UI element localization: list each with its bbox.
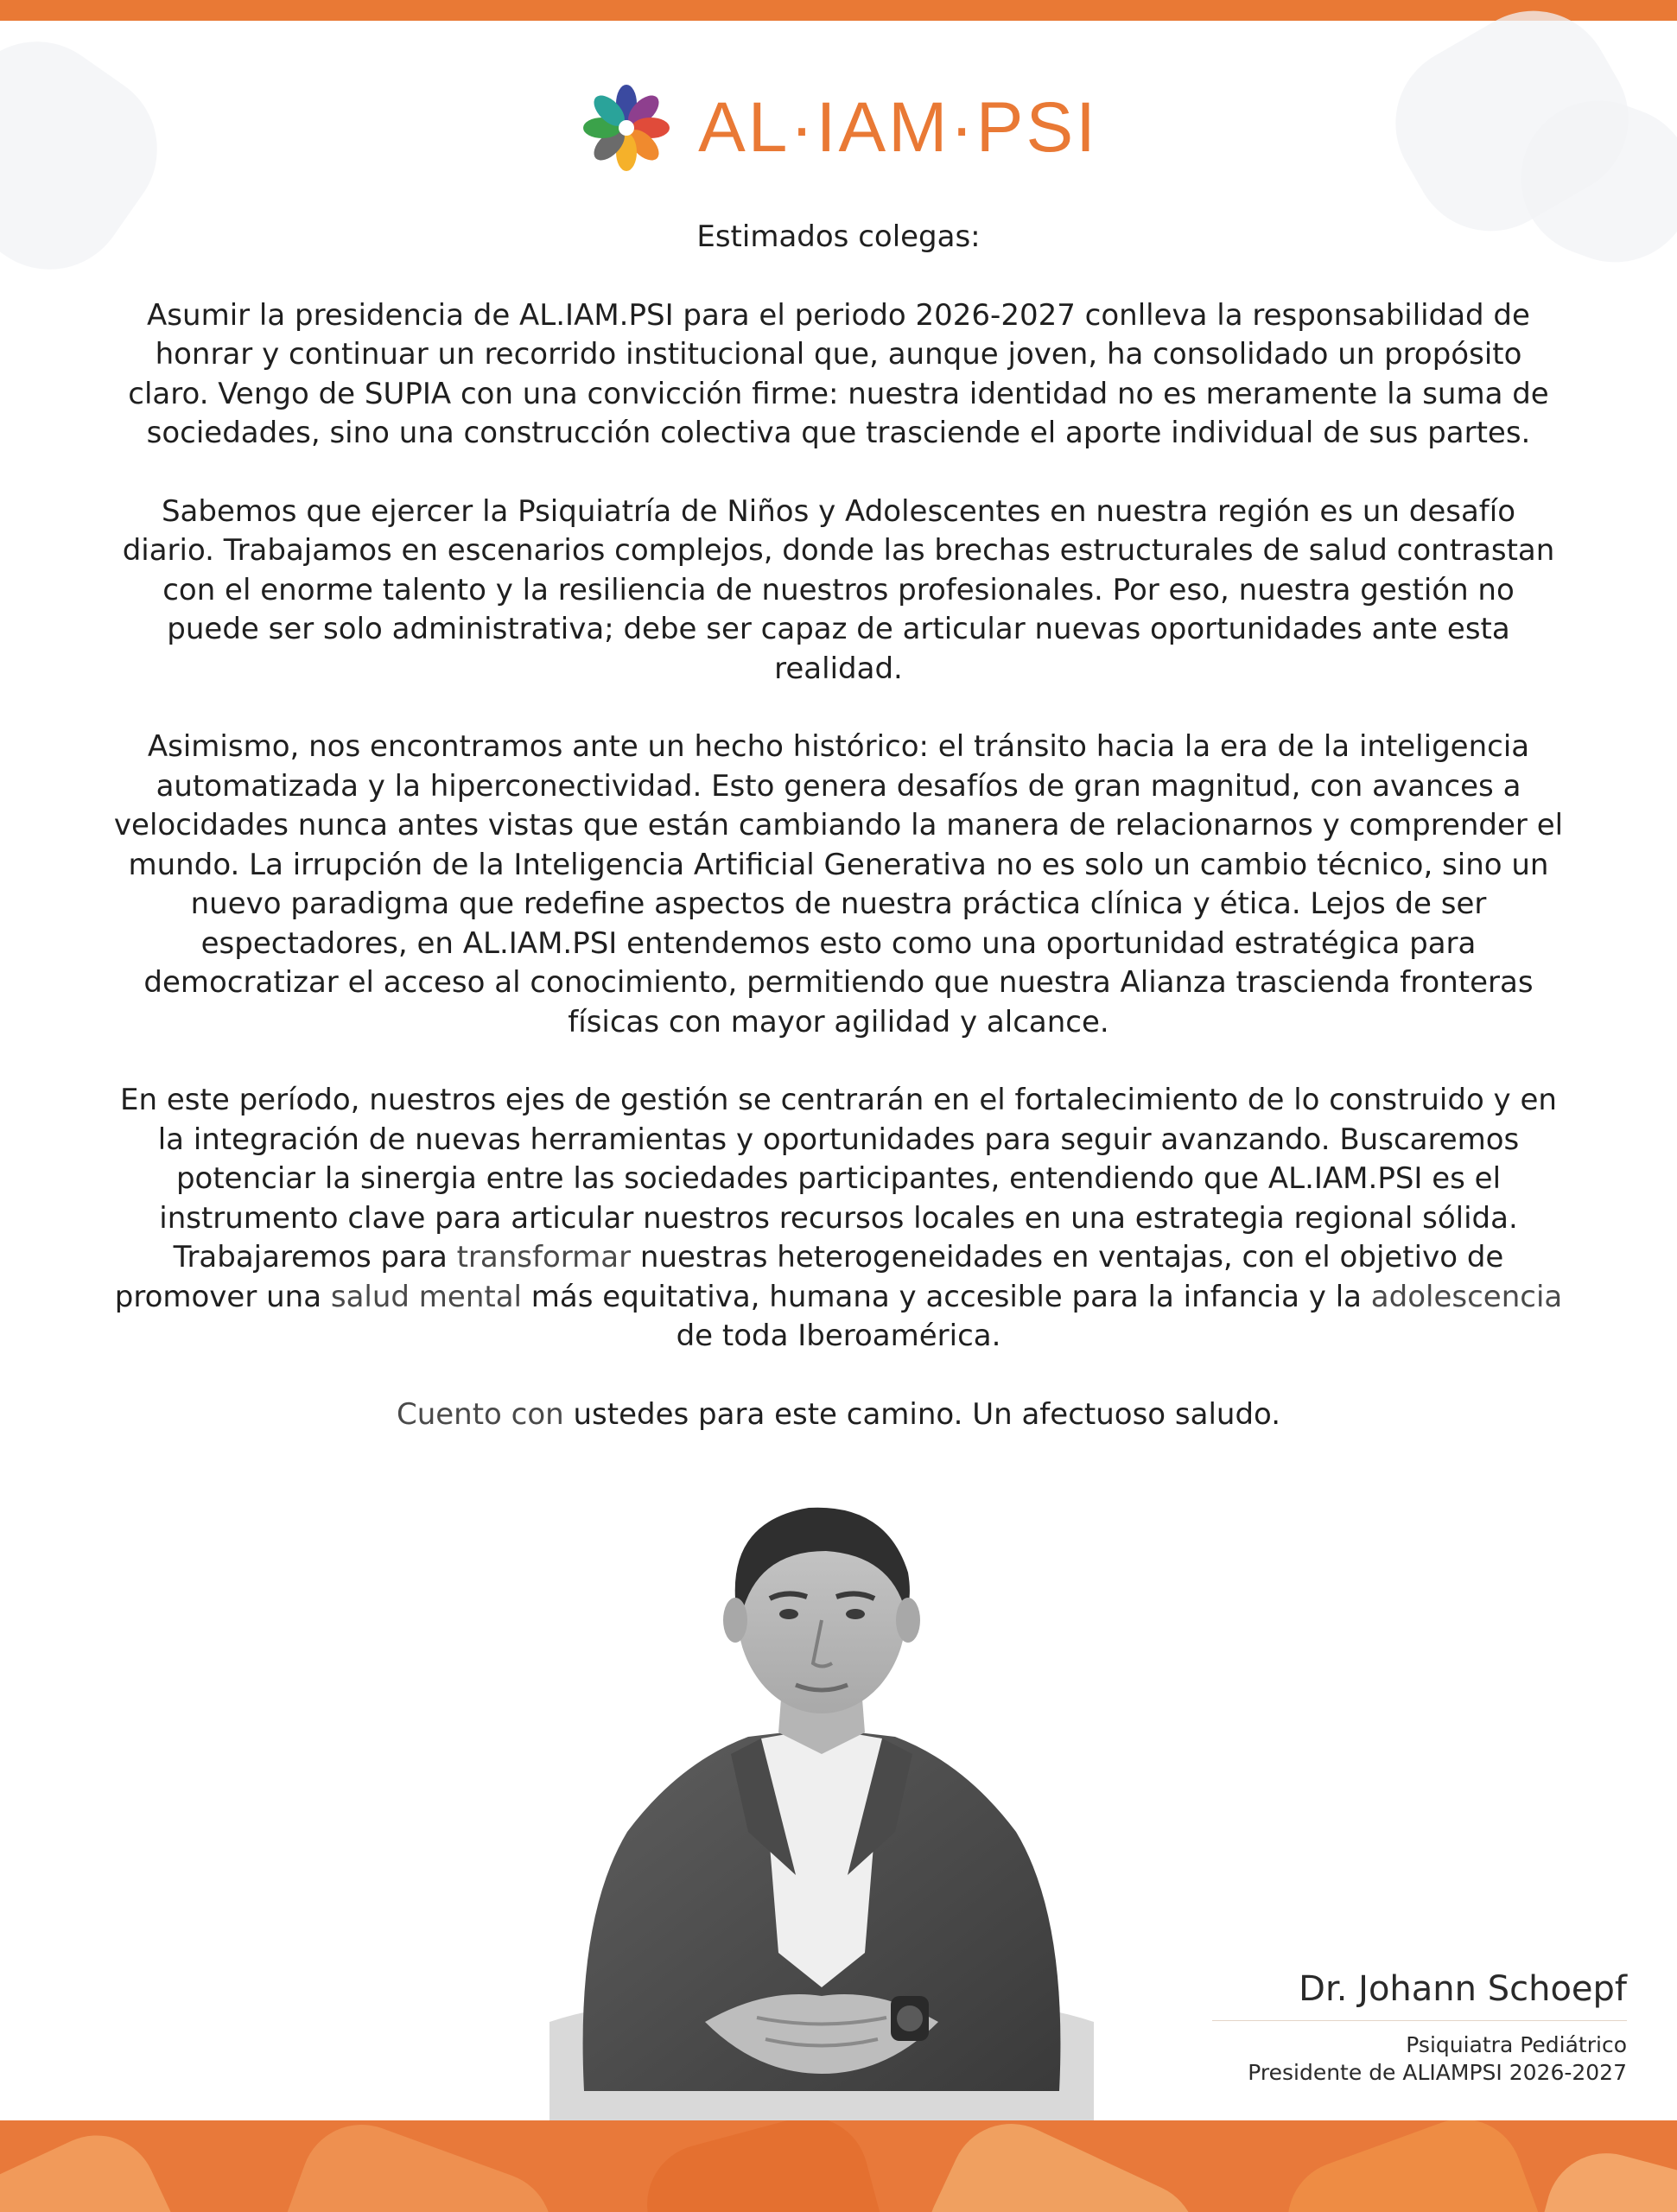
brand-logo [0,79,1677,176]
letter-paragraph [112,1081,1565,1357]
letter-paragraph: Sabemos que ejercer la Psiquiatría de Niños y Adolescentes en nuestra región es un desafío diario. Trabajamos en escenarios complejos, donde las brechas estructurales de salud contrastan con el enorme talento y la resiliencia de nuestros profesionales. Por eso, nuestra gestión no puede ser solo administrativa; debe ser capaz de articular nuevas oportunidades ante esta realidad. [122,493,1555,686]
signature-block [1212,1965,1627,2087]
letter-closing [112,1395,1565,1435]
text-run: salud mental [330,1279,522,1314]
signature-role: Psiquiatra Pediátrico [1406,2032,1627,2057]
footer-shape [0,2120,199,2212]
text-run: de toda Iberoamérica. [676,1319,1001,1353]
footer-shape [1271,2120,1563,2212]
brand-name: AL·IAM·PSI [698,88,1098,167]
text-run: ustedes para este camino. Un afectuoso saludo. [563,1396,1281,1432]
signature-name: Dr. Johann Schoepf [1299,1969,1627,2009]
footer-band [0,2120,1677,2212]
aliampsi-flower-icon [579,80,674,175]
footer-shape [1519,2139,1677,2212]
letter-body [112,218,1565,1473]
letter-paragraph: Asumir la presidencia de AL.IAM.PSI para el periodo 2026-2027 conlleva la responsabilidad de honrar y continuar un recorrido institucional que, aunque joven, ha consolidado un propósito claro. Vengo de SUPIA con una convicción firme: nuestra identidad no es meramente la suma de sociedades, sino una construcción colectiva que trasciende el aporte individual de sus partes. [128,297,1549,450]
text-run: nuestras heterogeneidades en ventajas, con el objetivo de promover una [114,1240,1504,1314]
text-run: más equitativa, humana y accesible para la infancia y la [522,1279,1371,1314]
text-run: transformar [456,1240,632,1274]
text-run: Cuento con [396,1396,564,1432]
letter-paragraph: Asimismo, nos encontramos ante un hecho histórico: el tránsito hacia la era de la inteligencia automatizada y la hiperconectividad. Esto genera desafíos de gran magnitud, con avances a velocidades nunca antes vistas que están cambiando la manera de relacionarnos y comprender el mundo. La irrupción de la Inteligencia Artificial Generativa no es solo un cambio técnico, sino un nuevo paradigma que redefine aspectos de nuestra práctica clínica y ética. Lejos de ser espectadores, en AL.IAM.PSI entendemos esto como una oportunidad estratégica para democratizar el acceso al conocimiento, permitiendo que nuestra Alianza trascienda fronteras físicas con mayor agilidad y alcance. [113,729,1564,1039]
footer-shape [909,2120,1216,2212]
top-accent-bar [0,0,1677,21]
president-portrait [549,1469,1094,2126]
text-run: En este período, nuestros ejes de gestión se centrarán en el fortalecimiento de lo construido y en la integración de nuevas herramientas y oportunidades para seguir avanzando. Buscaremos potenciar la sinergia entre las sociedades participantes, entendiendo que AL.IAM.PSI es el instrumento clave para articular nuestros recursos locales en una estrategia regional sólida. Trabajaremos para [120,1083,1557,1274]
footer-shape [260,2120,569,2212]
signature-divider [1212,2020,1627,2021]
footer-shape [633,2120,904,2212]
text-run: adolescencia [1370,1279,1563,1314]
letter-greeting: Estimados colegas: [696,219,981,254]
signature-position: Presidente de ALIAMPSI 2026-2027 [1248,2060,1627,2085]
